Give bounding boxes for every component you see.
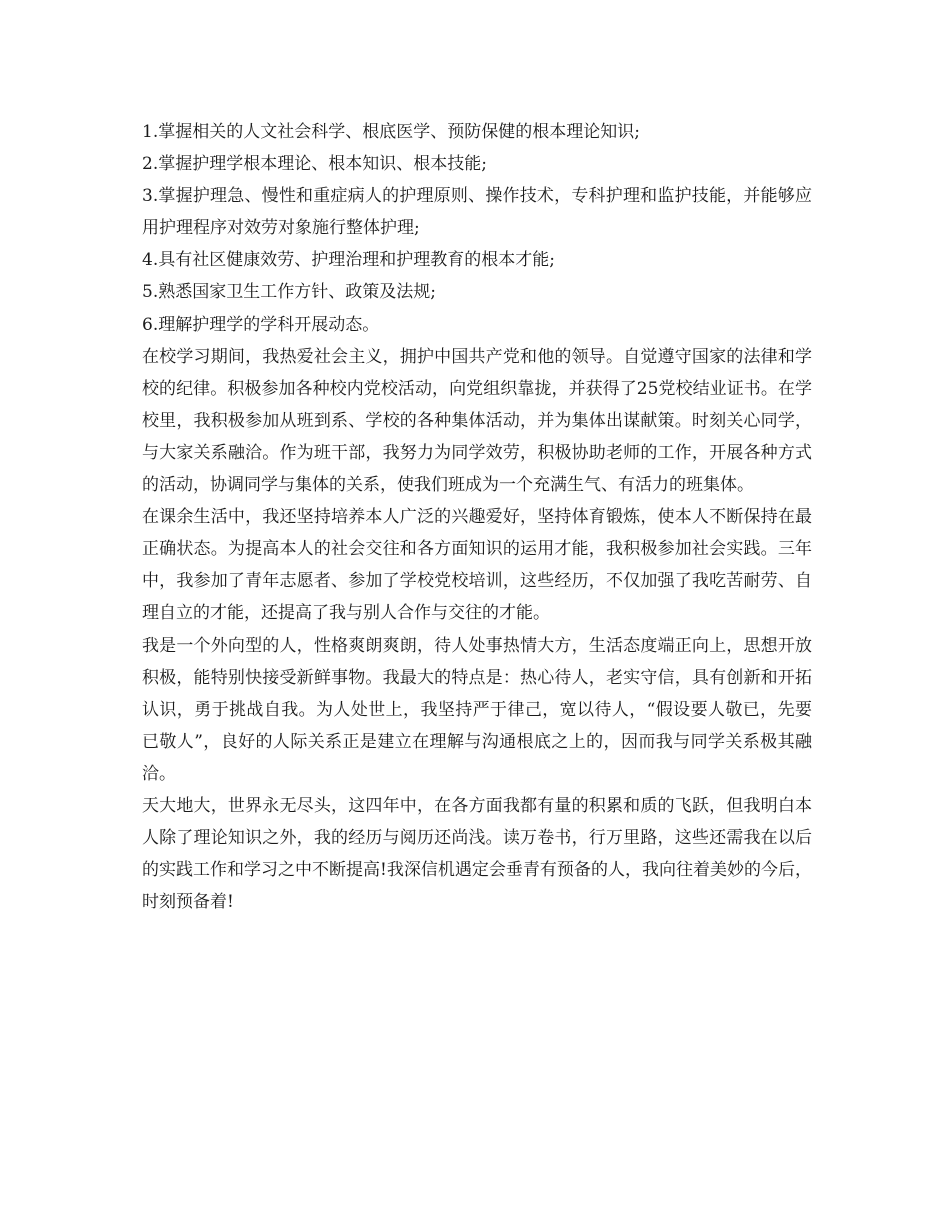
paragraph-study-period: 在校学习期间，我热爱社会主义，拥护中国共产党和他的领导。自觉遵守国家的法律和学校的纪律。积极参加各种校内党校活动，向党组织靠拢，并获得了25党校结业证书。在学校里，我积极参加从班到系、学校的各种集体活动，并为集体出谋献策。时刻关心同学，与大家关系融洽。作为班干部，我努力为同学效劳，积极协助老师的工作，开展各种方式的活动，协调同学与集体的关系，使我们班成为一个充满生气、有活力的班集体。 (142, 346, 812, 496)
list-item: 2.掌握护理学根本理论、根本知识、根本技能; (142, 154, 487, 175)
list-item: 1.掌握相关的人文社会科学、根底医学、预防保健的根本理论知识; (142, 122, 640, 142)
paragraph-extracurricular: 在课余生活中，我还坚持培养本人广泛的兴趣爱好，坚持体育锻炼，使本人不断保持在最正确状态。为提高本人的社会交往和各方面知识的运用才能，我积极参加社会实践。三年中，我参加了青年志愿者、参加了学校党校培训，这些经历，不仅加强了我吃苦耐劳、自理自立的才能，还提高了我与别人合作与交往的才能。 (142, 507, 812, 624)
document-body (142, 116, 812, 918)
paragraph-conclusion: 天大地大，世界永无尽头，这四年中，在各方面我都有量的积累和质的飞跃，但我明白本人除了理论知识之外，我的经历与阅历还尚浅。读万卷书，行万里路，这些还需我在以后的实践工作和学习之中不断提高!我深信机遇定会垂青有预备的人，我向往着美妙的今后，时刻预备着! (142, 795, 812, 913)
paragraph-personality: 我是一个外向型的人，性格爽朗爽朗，待人处事热情大方，生活态度端正向上，思想开放积极，能特别快接受新鲜事物。我最大的特点是：热心待人，老实守信，具有创新和开拓认识，勇于挑战自我。为人处世上，我坚持严于律己，宽以待人，“假设要人敬已，先要已敬人”，良好的人际关系正是建立在理解与沟通根底之上的，因而我与同学关系极其融洽。 (142, 635, 812, 784)
list-item: 6.理解护理学的学科开展动态。 (142, 314, 380, 335)
list-item: 5.熟悉国家卫生工作方针、政策及法规; (142, 282, 436, 303)
list-item: 3.掌握护理急、慢性和重症病人的护理原则、操作技术，专科护理和监护技能，并能够应用护理程序对效劳对象施行整体护理; (142, 186, 812, 239)
list-item: 4.具有社区健康效劳、护理治理和护理教育的根本才能; (142, 250, 555, 271)
